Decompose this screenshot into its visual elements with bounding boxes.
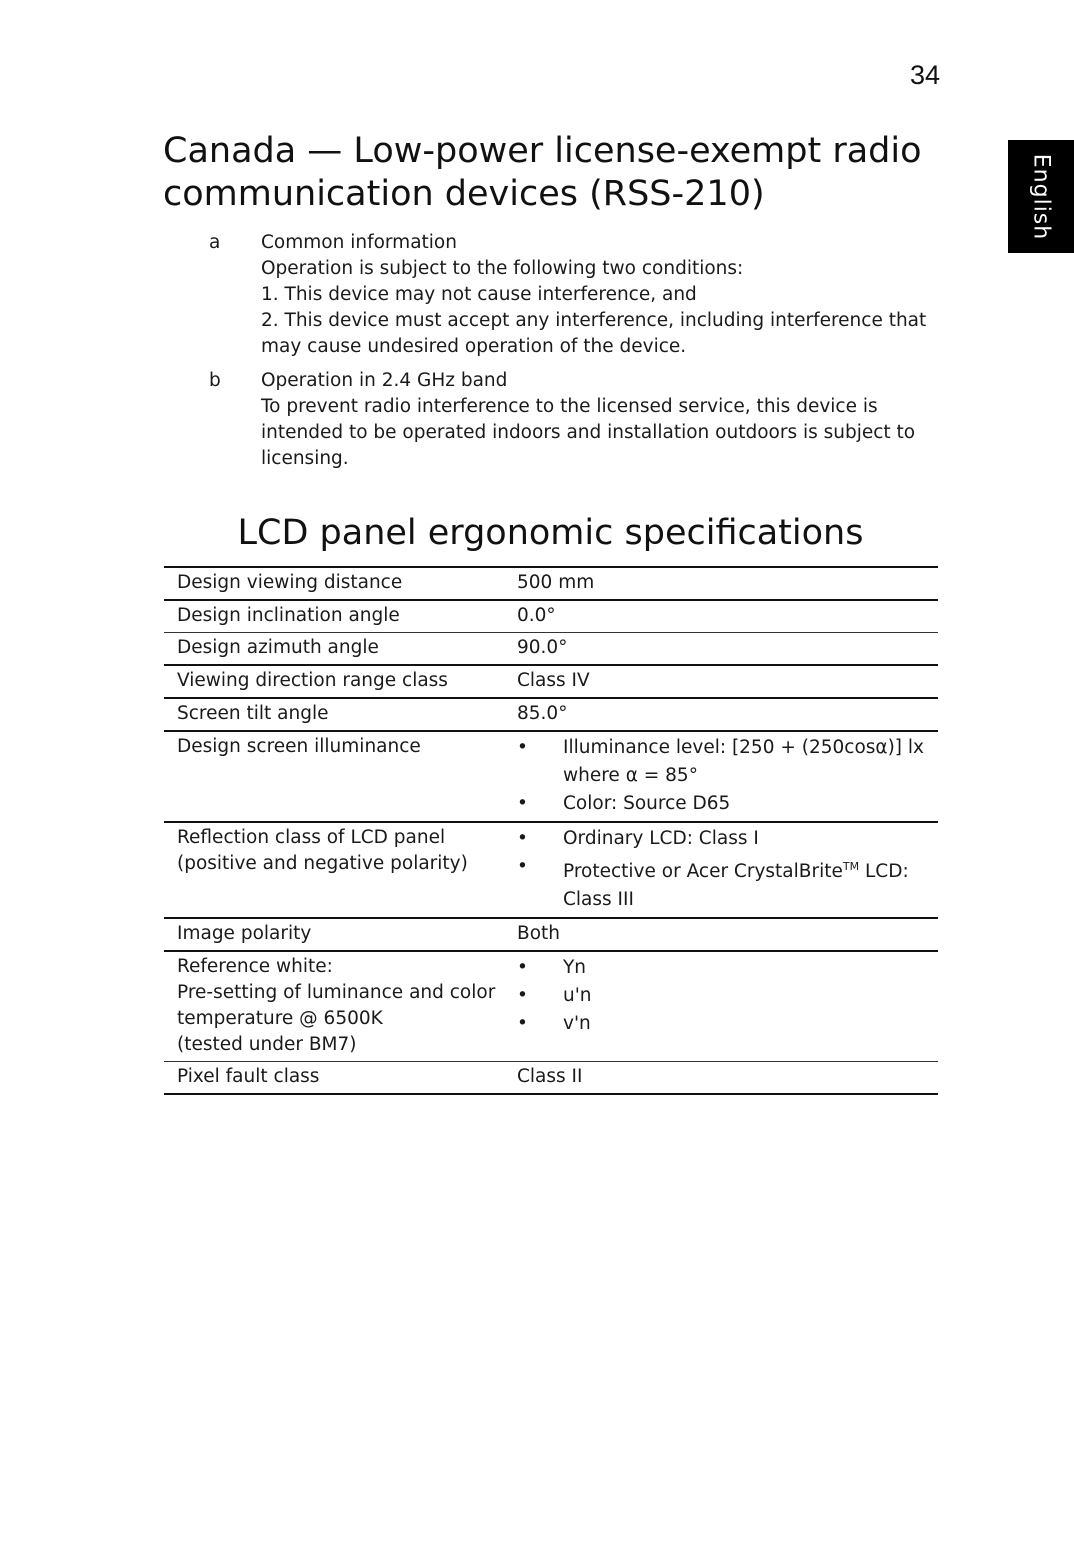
spec-label: Image polarity bbox=[177, 923, 312, 945]
spec-label: Screen tilt angle bbox=[177, 703, 329, 724]
spec-value bbox=[504, 731, 938, 822]
bullet-icon: • bbox=[517, 1013, 528, 1035]
bullet-icon: • bbox=[517, 856, 528, 877]
table-row bbox=[164, 1062, 938, 1095]
spec-table bbox=[164, 566, 938, 1095]
condition-title: Operation in 2.4 GHz band bbox=[261, 370, 508, 391]
list-item bbox=[517, 790, 938, 818]
trademark-symbol: TM bbox=[842, 860, 860, 873]
conditions-list bbox=[205, 230, 955, 480]
condition-body bbox=[261, 230, 955, 360]
list-item bbox=[517, 954, 938, 982]
condition-line: 2. This device must accept any interference, including interference that may cause undesired operation of the device. bbox=[261, 310, 927, 357]
condition-title: Common information bbox=[261, 232, 457, 253]
spec-value: 500 mm bbox=[517, 572, 595, 593]
spec-label: Design viewing distance bbox=[177, 572, 403, 593]
condition-item bbox=[205, 368, 955, 472]
bullet-text-main: Protective or Acer CrystalBrite bbox=[563, 861, 843, 883]
spec-label: Reflection class of LCD panel (positive and negative polarity) bbox=[177, 827, 468, 874]
spec-label: Pixel fault class bbox=[177, 1066, 320, 1088]
spec-label: Design azimuth angle bbox=[177, 637, 379, 658]
condition-letter: a bbox=[209, 232, 221, 253]
section-heading: LCD panel ergonomic specifications bbox=[237, 513, 864, 553]
bullet-text: Color: Source D65 bbox=[563, 793, 731, 814]
condition-line: Operation is subject to the following two conditions: bbox=[261, 258, 744, 279]
list-item bbox=[517, 734, 938, 790]
list-item bbox=[517, 825, 938, 853]
list-item bbox=[517, 1010, 938, 1038]
lcd-suffix: LCD: bbox=[864, 861, 909, 883]
spec-value: 85.0° bbox=[517, 703, 568, 724]
spec-label-line: Pre-setting of luminance and color temperature @ 6500K bbox=[177, 982, 496, 1030]
table-row bbox=[164, 731, 938, 822]
bullet-icon: • bbox=[517, 793, 528, 814]
table-row bbox=[164, 633, 938, 666]
condition-body bbox=[261, 368, 955, 472]
bullet-list bbox=[517, 734, 938, 818]
spec-label: Design inclination angle bbox=[177, 605, 400, 626]
bullet-list bbox=[517, 825, 938, 914]
page-heading: Canada — Low-power license-exempt radio communication devices (RSS-210) bbox=[163, 131, 922, 214]
spec-value: Class IV bbox=[517, 670, 590, 691]
condition-line: To prevent radio interference to the licensed service, this device is intended to be operated indoors and installation outdoors is subject to licensing. bbox=[261, 396, 916, 469]
table-row bbox=[164, 822, 938, 918]
bullet-icon: • bbox=[517, 957, 528, 979]
condition-letter: b bbox=[209, 370, 221, 391]
spec-value: 90.0° bbox=[517, 637, 568, 658]
table-row bbox=[164, 918, 938, 951]
spec-value bbox=[504, 822, 938, 918]
spec-value: 0.0° bbox=[517, 605, 556, 626]
page-number: 34 bbox=[909, 60, 940, 90]
bullet-list bbox=[517, 954, 938, 1038]
list-item bbox=[517, 982, 938, 1010]
bullet-text: Yn bbox=[563, 957, 587, 979]
list-item bbox=[517, 853, 938, 914]
table-row bbox=[164, 600, 938, 633]
bullet-icon: • bbox=[517, 828, 528, 849]
bullet-text: v'n bbox=[563, 1013, 591, 1035]
spec-label-line: (tested under BM7) bbox=[177, 1034, 357, 1056]
table-row bbox=[164, 665, 938, 698]
spec-label-line: Reference white: bbox=[177, 956, 333, 978]
table-row bbox=[164, 698, 938, 731]
table-row bbox=[164, 567, 938, 600]
bullet-text: Illuminance level: [250 + (250cosα)] lx where α = 85° bbox=[563, 737, 924, 786]
spec-label: Design screen illuminance bbox=[177, 736, 421, 757]
spec-value bbox=[504, 951, 938, 1062]
bullet-text: u'n bbox=[563, 985, 592, 1007]
bullet-text bbox=[563, 853, 938, 914]
condition-line: 1. This device may not cause interference, and bbox=[261, 284, 697, 305]
spec-value: Class II bbox=[517, 1066, 583, 1088]
spec-label bbox=[164, 951, 504, 1062]
language-tab-label: English bbox=[1028, 153, 1054, 240]
bullet-text: Ordinary LCD: Class I bbox=[563, 828, 759, 849]
language-tab bbox=[1008, 140, 1074, 253]
spec-value: Both bbox=[517, 923, 560, 945]
spec-label: Viewing direction range class bbox=[177, 670, 448, 691]
bullet-icon: • bbox=[517, 985, 528, 1007]
table-row bbox=[164, 951, 938, 1062]
bullet-text-continuation: Class III bbox=[563, 889, 634, 911]
bullet-icon: • bbox=[517, 737, 528, 758]
condition-item bbox=[205, 230, 955, 360]
